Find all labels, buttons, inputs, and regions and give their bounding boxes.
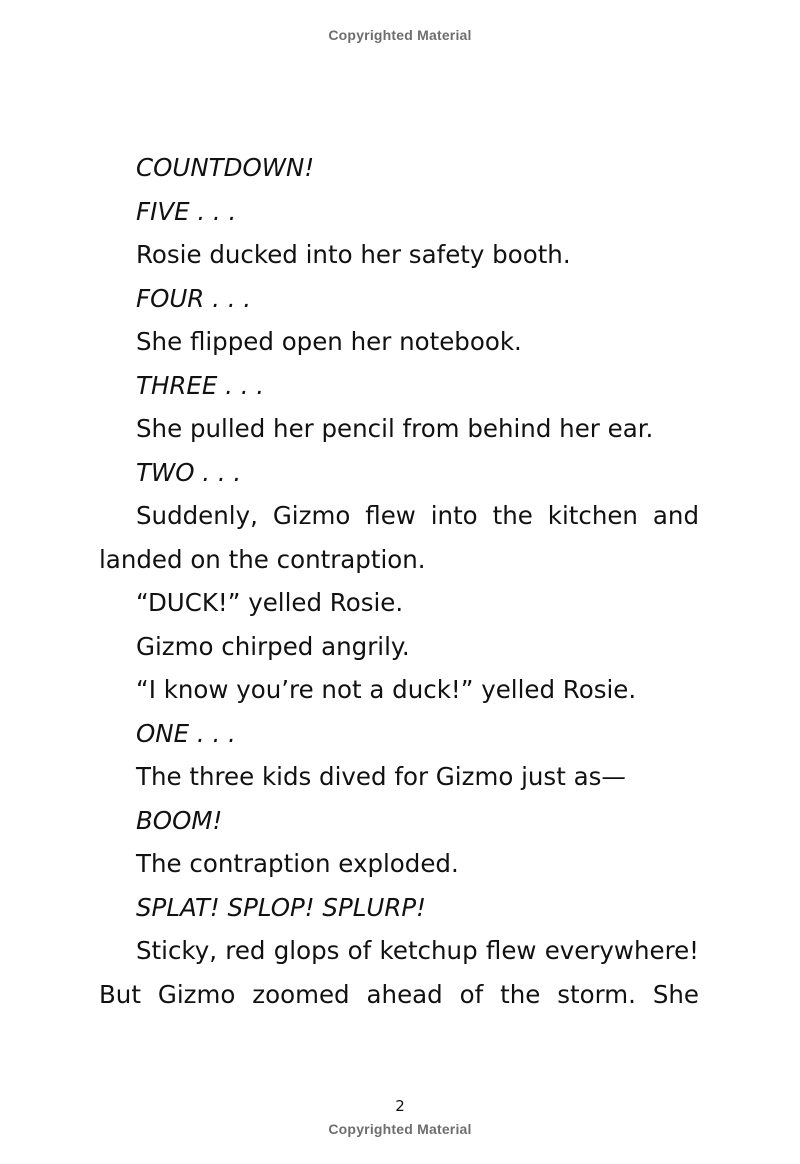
text-line: Sticky, red glops of ketchup flew everywhere! <box>136 936 699 965</box>
text-line: She flipped open her notebook. <box>136 327 522 356</box>
text-line: “DUCK!” yelled Rosie. <box>136 588 404 617</box>
text-line: FOUR . . . <box>136 283 252 313</box>
page-body-text <box>99 146 699 1016</box>
text-line: BOOM! <box>136 805 223 835</box>
page-number: 2 <box>395 1097 405 1115</box>
text-line: She pulled her pencil from behind her ear. <box>136 414 654 443</box>
text-line: COUNTDOWN! <box>136 153 315 182</box>
copyright-watermark-bottom: Copyrighted Material <box>328 1121 472 1137</box>
copyright-watermark-top: Copyrighted Material <box>328 27 472 43</box>
text-line: Suddenly, Gizmo flew into the kitchen and <box>136 501 699 530</box>
text-line: The three kids dived for Gizmo just as— <box>136 762 626 791</box>
text-line: The contraption exploded. <box>136 849 459 878</box>
text-line: But Gizmo zoomed ahead of the storm. She <box>99 979 699 1009</box>
text-line: FIVE . . . <box>136 196 237 226</box>
text-line: “I know you’re not a duck!” yelled Rosie. <box>136 675 637 704</box>
text-line: Gizmo chirped angrily. <box>136 631 410 661</box>
text-line: TWO . . . <box>136 457 242 487</box>
text-line: landed on the contraption. <box>99 544 426 574</box>
text-line: THREE . . . <box>136 370 265 400</box>
text-line: ONE . . . <box>136 718 236 748</box>
text-line: SPLAT! SPLOP! SPLURP! <box>136 892 426 922</box>
text-line: Rosie ducked into her safety booth. <box>136 240 571 269</box>
